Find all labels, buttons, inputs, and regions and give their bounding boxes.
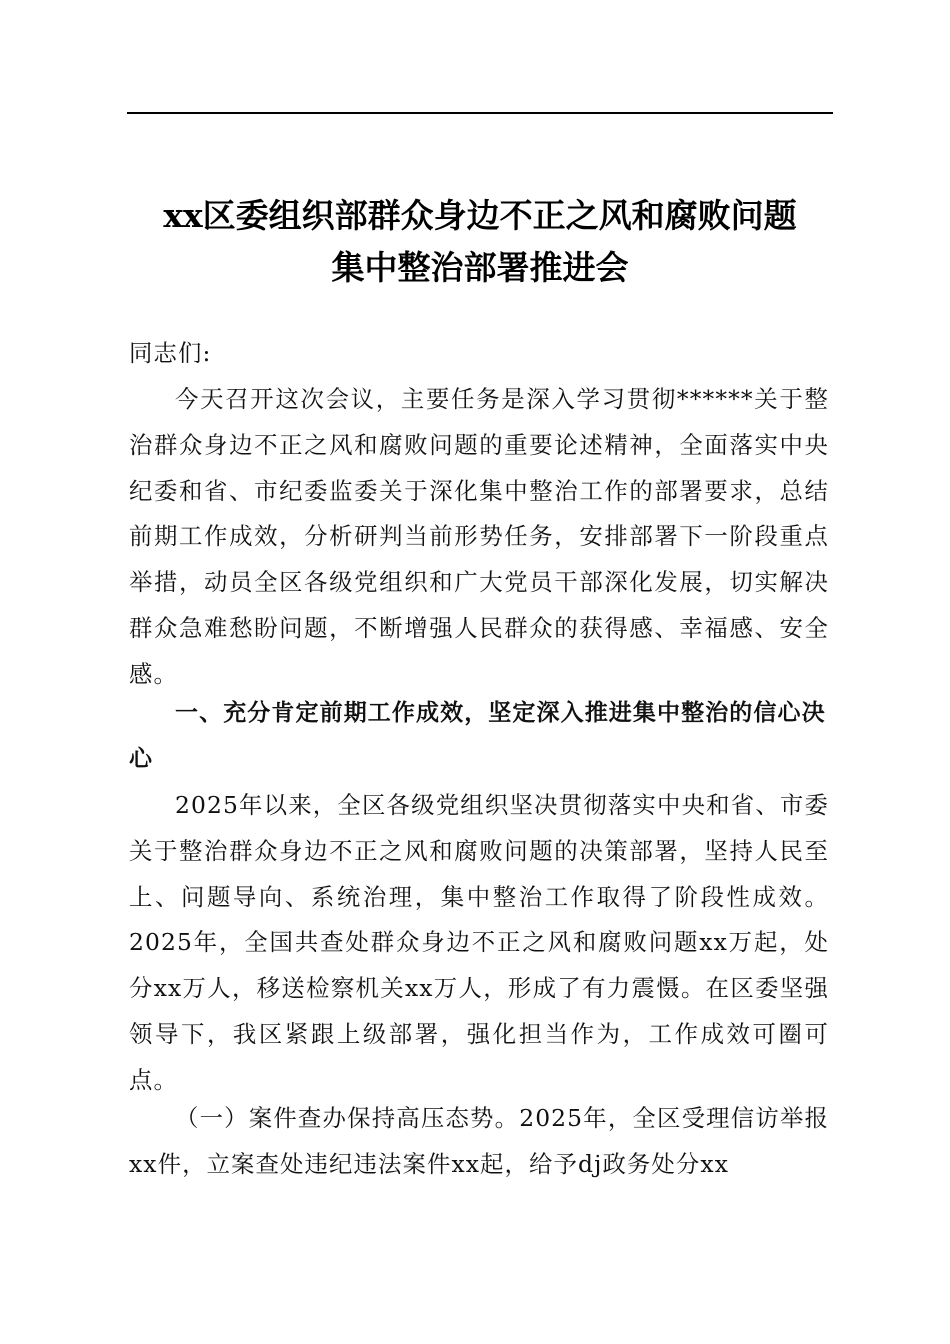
header-rule: [127, 112, 833, 114]
paragraph-intro: 今天召开这次会议，主要任务是深入学习贯彻******关于整治群众身边不正之风和腐败问题的重要论述精神，全面落实中央纪委和省、市纪委监委关于深化集中整治工作的部署要求，总结前期工作成效，分析研判当前形势任务，安排部署下一阶段重点举措，动员全区各级党组织和广大党员干部深化发展，切实解决群众急难愁盼问题，不断增强人民群众的获得感、幸福感、安全感。: [129, 385, 829, 688]
section-heading-1: 一、充分肯定前期工作成效，坚定深入推进集中整治的信心决心: [129, 700, 826, 772]
salutation: 同志们:: [129, 339, 212, 367]
paragraph-achievements: 2025年以来，全区各级党组织坚决贯彻落实中央和省、市委关于整治群众身边不正之风和腐败问题的决策部署，坚持人民至上、问题导向、系统治理，集中整治工作取得了阶段性成效。2025年，全国共查处群众身边不正之风和腐败问题xx万起，处分xx万人，移送检察机关xx万人，形成了有力震慑。在区委坚强领导下，我区紧跟上级部署，强化担当作为，工作成效可圈可点。: [129, 791, 829, 1094]
title-line-2: 集中整治部署推进会: [331, 248, 629, 287]
title-line-1: xx区委组织部群众身边不正之风和腐败问题: [163, 196, 797, 235]
document-title: [110, 190, 850, 294]
paragraph-case-handling: （一）案件查办保持高压态势。2025年，全区受理信访举报xx件，立案查处违纪违法案件xx起，给予dj政务处分xx: [129, 1104, 829, 1178]
